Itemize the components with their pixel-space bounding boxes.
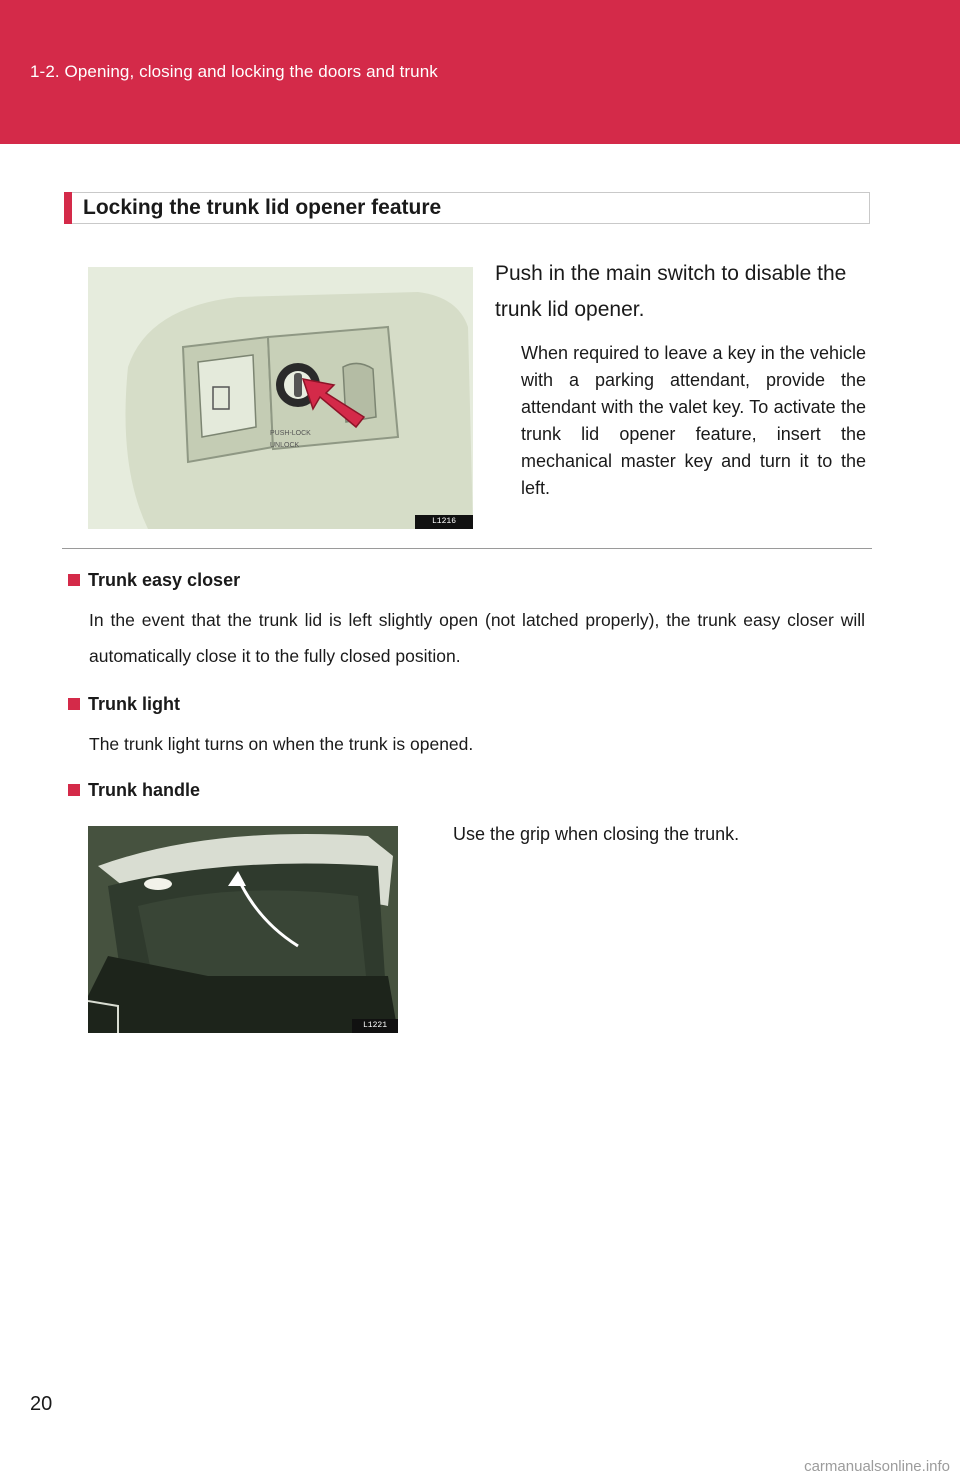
section-heading xyxy=(64,192,870,224)
item-body-trunk-light: The trunk light turns on when the trunk is opened. xyxy=(89,734,474,754)
figure-label: L1216 xyxy=(415,515,473,529)
section-title: Locking the trunk lid opener feature xyxy=(83,196,442,219)
item-heading-trunk-handle xyxy=(68,780,200,801)
item-body-easy-closer: In the event that the trunk lid is left slightly open (not latched properly), the trunk easy closer will automatically close it to the fully closed position. xyxy=(89,610,865,666)
switch-label-unlock: UNLOCK xyxy=(270,442,300,449)
bullet-square-icon xyxy=(68,784,80,796)
switch-label-lock: PUSH-LOCK xyxy=(270,430,311,437)
figure-label: L1221 xyxy=(352,1019,398,1033)
switch-drawing xyxy=(88,267,473,529)
chapter-title: 1-2. Opening, closing and locking the doors and trunk xyxy=(30,62,438,81)
trunk-illustration xyxy=(88,826,398,1033)
item-heading-trunk-light xyxy=(68,694,180,715)
item-title: Trunk handle xyxy=(88,780,201,800)
trunk-drawing xyxy=(88,826,398,1033)
item-body-trunk-handle: Use the grip when closing the trunk. xyxy=(453,824,740,844)
page-number: 20 xyxy=(30,1393,53,1415)
item-title: Trunk light xyxy=(88,694,180,714)
switch-illustration xyxy=(88,267,473,529)
bullet-square-icon xyxy=(68,574,80,586)
valet-note: When required to leave a key in the vehicle with a parking attendant, provide the attendant with the valet key. To activate the trunk lid opener feature, insert the mechanical master key and turn it to the left. xyxy=(521,343,866,498)
item-title: Trunk easy closer xyxy=(88,570,241,590)
page-header xyxy=(0,0,960,144)
item-heading-easy-closer xyxy=(68,570,240,591)
lead-instruction: Push in the main switch to disable the trunk lid opener. xyxy=(495,262,847,321)
section-accent xyxy=(64,192,72,224)
divider xyxy=(62,548,872,549)
watermark: carmanualsonline.info xyxy=(804,1458,950,1475)
bullet-square-icon xyxy=(68,698,80,710)
